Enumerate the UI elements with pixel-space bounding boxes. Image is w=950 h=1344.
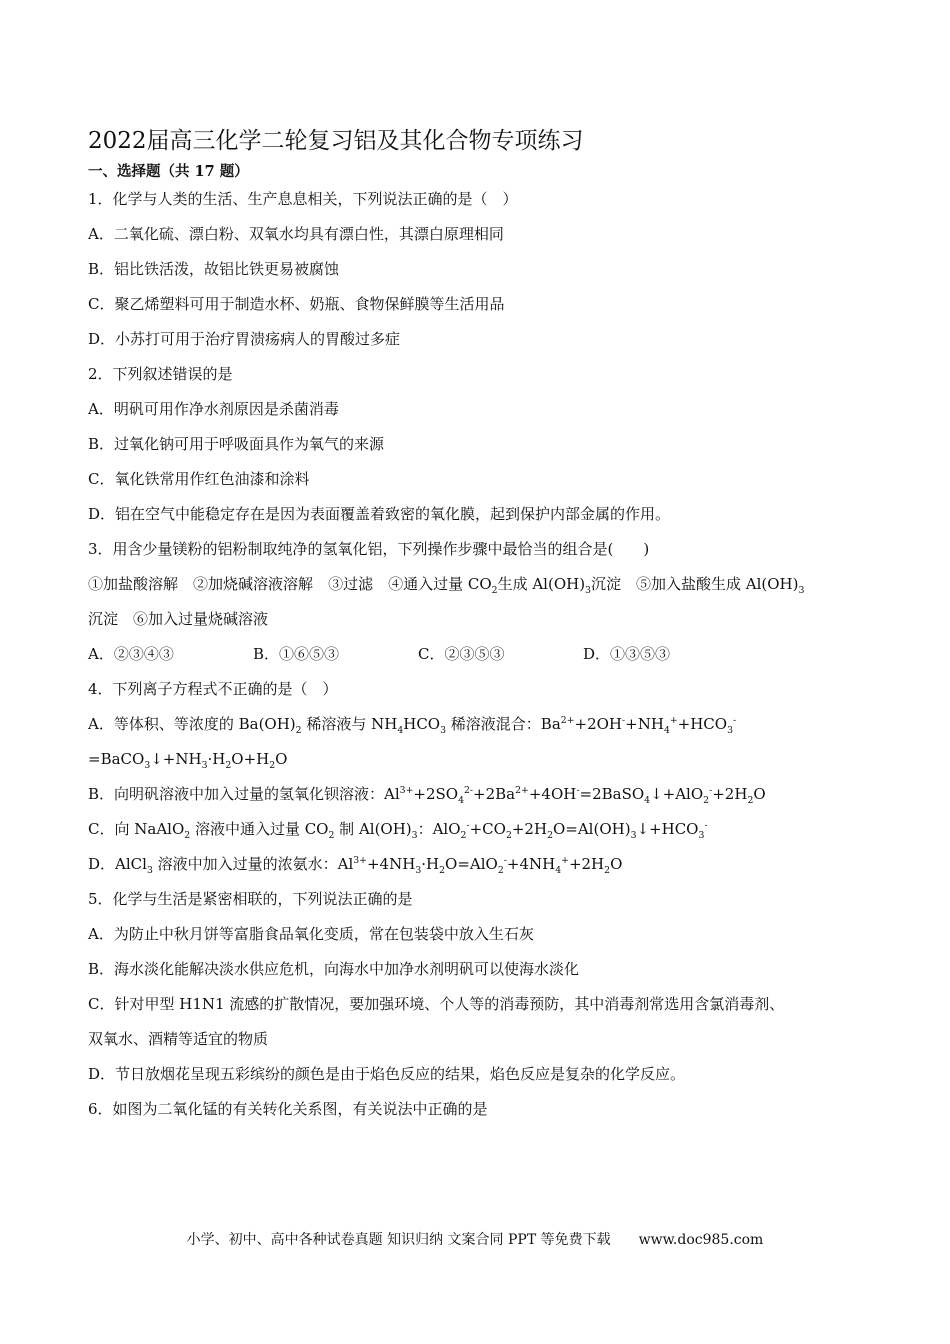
question-2-option-b: B．过氧化钠可用于呼吸面具作为氧气的来源 (88, 435, 385, 453)
question-5-option-b: B．海水淡化能解决淡水供应危机，向海水中加净水剂明矾可以使海水淡化 (88, 960, 580, 978)
question-5-option-c-cont: 双氧水、酒精等适宜的物质 (88, 1030, 269, 1048)
question-4-option-a-cont: $=BaCO_3↓+NH_3\cdot H_2O+H_2O$ (88, 750, 288, 771)
question-2-option-c: C．氧化铁常用作红色油漆和涂料 (88, 470, 310, 488)
step-6: ⑥加入过量烧碱溶液 (133, 610, 269, 628)
question-1-option-c: C．聚乙烯塑料可用于制造水杯、奶瓶、食物保鲜膜等生活用品 (88, 295, 505, 313)
question-3-steps-line-1 (88, 567, 878, 602)
question-6-stem: 6．如图为二氧化锰的有关转化关系图，有关说法中正确的是 (88, 1100, 488, 1118)
question-2-stem: 2．下列叙述错误的是 (88, 365, 233, 383)
question-3-option-c: C．②③⑤③ (418, 645, 505, 663)
question-3-options (88, 637, 878, 672)
question-5-option-d: D．节日放烟花呈现五彩缤纷的颜色是由于焰色反应的结果，焰色反应是复杂的化学反应。 (88, 1065, 686, 1083)
question-4-option-b: B．向明矾溶液中加入过量的氢氧化钡溶液：$Al^{3+}+2SO_4^{2-}+2Ba^{2+}+4OH^-=2BaSO_4↓+AlO_2^-+2H_2O$ (88, 785, 766, 806)
question-3-option-d: D．①③⑤③ (583, 645, 671, 663)
question-1-option-d: D．小苏打可用于治疗胃溃疡病人的胃酸过多症 (88, 330, 401, 348)
question-1-option-b: B．铝比铁活泼，故铝比铁更易被腐蚀 (88, 260, 340, 278)
question-3-stem: 3．用含少量镁粉的铝粉制取纯净的氢氧化铝，下列操作步骤中最恰当的组合是( ) (88, 540, 650, 558)
question-4-option-d: D．AlCl$_3$ 溶液中加入过量的浓氨水：$Al^{3+}+4NH_3\cdot H_2O=AlO_2^-+4NH_4^++2H_2O$ (88, 855, 623, 876)
question-2-option-a: A．明矾可用作净水剂原因是杀菌消毒 (88, 400, 339, 418)
question-2-option-d: D．铝在空气中能稳定存在是因为表面覆盖着致密的氧化膜，起到保护内部金属的作用。 (88, 505, 671, 523)
section-heading: 一、选择题（共 17 题） (88, 163, 249, 180)
question-4-option-c: C．向 NaAlO$_2$ 溶液中通入过量 $CO_2$ 制 $Al(OH)_3$：$AlO_2^-+CO_2+2H_2O=Al(OH)_3↓+HCO_3^-$ (88, 820, 708, 841)
question-5-option-c: C．针对甲型 H1N1 流感的扩散情况，要加强环境、个人等的消毒预防，其中消毒剂常选用含氯消毒剂、 (88, 995, 785, 1013)
question-3-option-b: B．①⑥⑤③ (253, 645, 340, 663)
step-4: ④通入过量 $CO_2$生成 $Al(OH)_3$沉淀 (388, 575, 621, 596)
step-5-cont: 沉淀 (88, 610, 119, 628)
step-3: ③过滤 (328, 575, 374, 593)
step-2: ②加烧碱溶液溶解 (193, 575, 314, 593)
page-footer: 小学、初中、高中各种试卷真题 知识归纳 文案合同 PPT 等免费下载 www.doc985.com (186, 1232, 764, 1248)
question-4-option-a: A．等体积、等浓度的 $Ba(OH)_2$ 稀溶液与 $NH_4HCO_3$ 稀溶液混合：$Ba^{2+}+2OH^-+NH_4^++HCO_3^-$ (88, 715, 737, 736)
step-5: ⑤加入盐酸生成 $Al(OH)_3$ (636, 575, 805, 596)
question-3-steps-line-2 (88, 602, 878, 637)
step-1: ①加盐酸溶解 (88, 575, 179, 593)
question-1-stem: 1．化学与人类的生活、生产息息相关，下列说法正确的是（ ） (88, 190, 518, 208)
question-1-option-a: A．二氧化硫、漂白粉、双氧水均具有漂白性，其漂白原理相同 (88, 225, 504, 243)
document-page (88, 125, 878, 1127)
question-5-option-a: A．为防止中秋月饼等富脂食品氧化变质，常在包装袋中放入生石灰 (88, 925, 534, 943)
question-5-stem: 5．化学与生活是紧密相联的，下列说法正确的是 (88, 890, 413, 908)
question-4-stem: 4．下列离子方程式不正确的是（ ） (88, 680, 338, 698)
document-title: 2022届高三化学二轮复习铝及其化合物专项练习 (88, 128, 584, 154)
question-3-option-a: A．②③④③ (88, 645, 174, 663)
